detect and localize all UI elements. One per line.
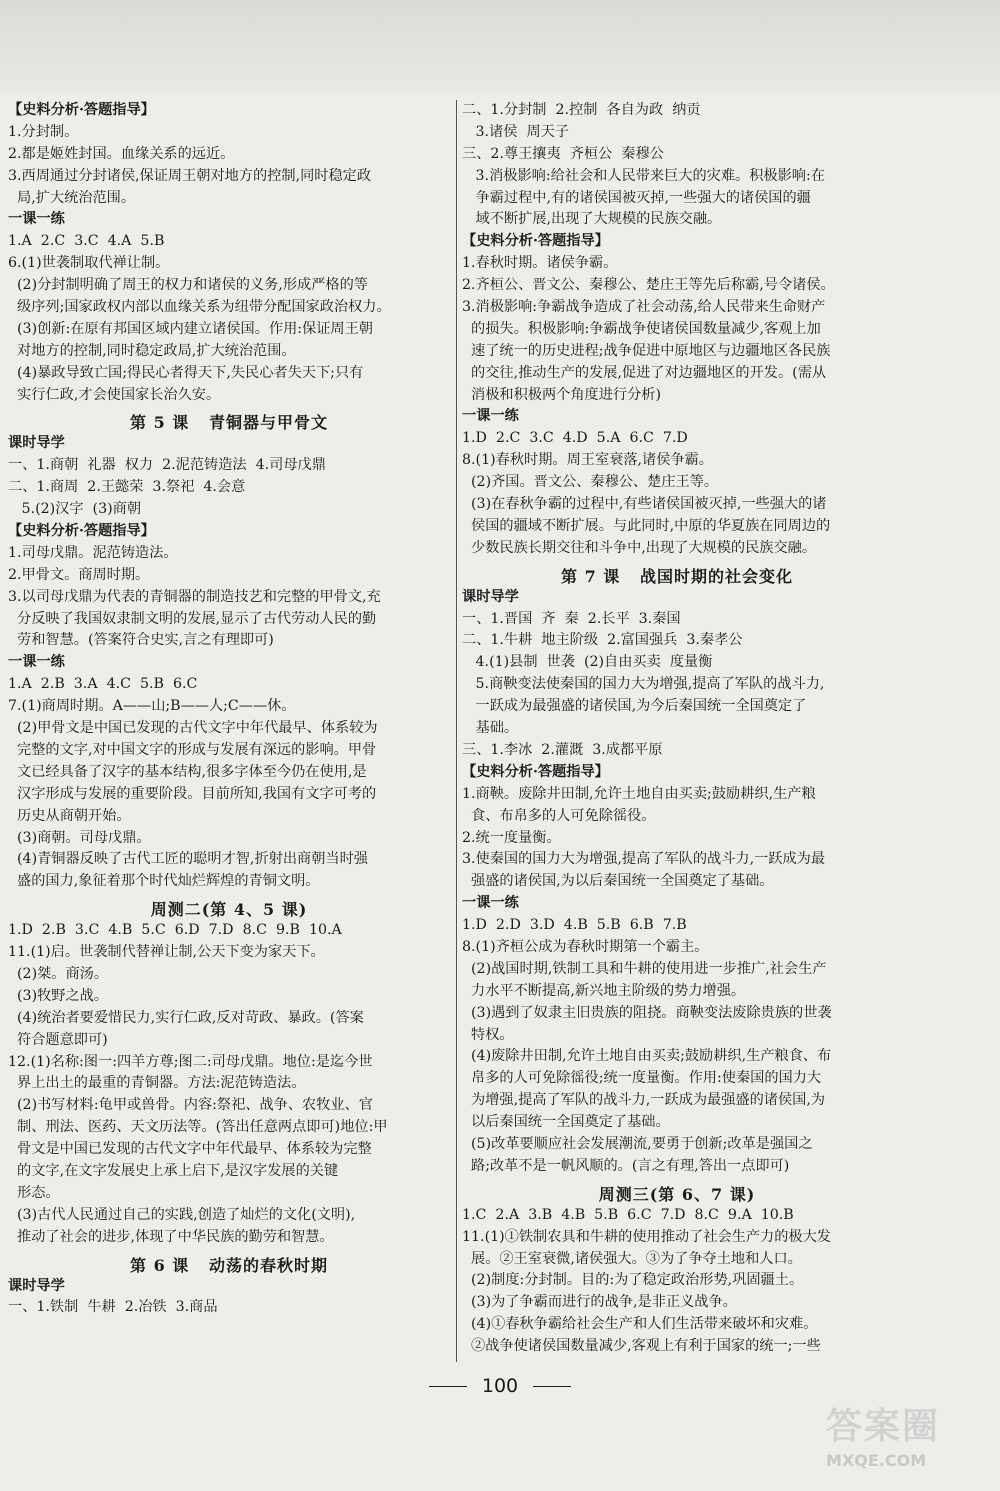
text-line: 消极和积极两个角度进行分析) xyxy=(462,386,661,403)
section-heading: 一课一练 xyxy=(462,408,519,425)
text-line: 制、刑法、医药、天文历法等。(答出任意两点即可)地位:甲 xyxy=(8,1119,388,1136)
text-line: 速了统一的历史进程;战争促进中原地区与边疆地区各民族 xyxy=(462,342,831,359)
text-line: 完整的文字,对中国文字的形成与发展有深远的影响。甲骨 xyxy=(8,741,377,758)
text-line: 分反映了我国奴隶制文明的发展,显示了古代劳动人民的勤 xyxy=(8,610,377,627)
text-line: (4)统治者要爱惜民力,实行仁政,反对苛政、暴政。(答案 xyxy=(8,1009,364,1026)
text-line: 3.以司母戊鼎为代表的青铜器的制造技艺和完整的甲骨文,充 xyxy=(8,588,381,605)
text-line: 少数民族长期交往和斗争中,出现了大规模的民族交融。 xyxy=(462,539,817,556)
text-line: 11.(1)①铁制农具和牛耕的使用推动了社会生产力的极大发 xyxy=(462,1228,831,1245)
text-line: 1.D 2.D 3.D 4.B 5.B 6.B 7.B xyxy=(462,917,687,934)
text-line: 3.诸侯 周天子 xyxy=(462,123,570,140)
text-line: 8.(1)齐桓公成为春秋时期第一个霸主。 xyxy=(462,938,709,955)
section-heading: 【史料分析·答题指导】 xyxy=(8,102,155,118)
text-line: (4)废除井田制,允许土地自由买卖;鼓励耕织,生产粮食、布 xyxy=(462,1048,832,1065)
text-line: (2)甲骨文是中国已发现的古代文字中年代最早、体系较为 xyxy=(8,720,378,737)
text-line: 二、1.分封制 2.控制 各自为政 纳贡 xyxy=(462,102,701,118)
text-line: 级序列;国家政权内部以血缘关系为纽带分配国家政治权力。 xyxy=(8,299,391,316)
section-heading: 课时导学 xyxy=(8,435,65,452)
text-line: 1.D 2.B 3.C 4.B 5.C 6.D 7.D 8.C 9.B 10.A xyxy=(8,922,342,939)
text-line: 形态。 xyxy=(8,1184,60,1201)
text-line: 2.齐桓公、晋文公、秦穆公、楚庄王等先后称霸,号令诸侯。 xyxy=(462,277,835,294)
text-line: 盛的国力,象征着那个时代灿烂辉煌的青铜文明。 xyxy=(8,873,320,890)
page-footer xyxy=(0,1375,1000,1397)
text-line: 推动了社会的进步,体现了中华民族的勤劳和智慧。 xyxy=(8,1228,334,1245)
text-line: 2.都是姬姓封国。血缘关系的远近。 xyxy=(8,145,235,162)
section-heading: 一课一练 xyxy=(8,654,65,671)
text-line: 2.统一度量衡。 xyxy=(462,829,561,846)
text-line: 1.A 2.C 3.C 4.A 5.B xyxy=(8,233,165,250)
text-line: (2)齐国。晋文公、秦穆公、楚庄王等。 xyxy=(462,474,719,491)
text-line: (2)书写材料:龟甲或兽骨。内容:祭祀、战争、农牧业、官 xyxy=(8,1097,373,1114)
text-line: 12.(1)名称:图一:四羊方尊;图二:司母戊鼎。地位:是迄今世 xyxy=(8,1053,373,1070)
text-line: (2)战国时期,铁制工具和牛耕的使用进一步推广,社会生产 xyxy=(462,960,827,977)
watermark-url: MXQE.COM xyxy=(826,1451,927,1470)
text-line: 展。②王室衰微,诸侯强大。③为了争夺土地和人口。 xyxy=(462,1250,802,1267)
text-line: (3)创新:在原有邦国区域内建立诸侯国。作用:保证周王朝 xyxy=(8,320,373,337)
text-line: 争霸过程中,有的诸侯国被灭掉,一些强大的诸侯国的疆 xyxy=(462,189,811,206)
watermark-logo xyxy=(826,1398,986,1486)
text-line: 文已经具备了汉字的基本结构,很多字体至今仍在使用,是 xyxy=(8,763,367,780)
text-line: 5.(2)汉字 (3)商朝 xyxy=(8,501,142,518)
text-line: (3)商朝。司母戊鼎。 xyxy=(8,829,151,846)
text-line: 局,扩大统治范围。 xyxy=(8,189,136,206)
text-line: (2)桀。商汤。 xyxy=(8,965,109,982)
text-line: 11.(1)启。世袭制代替禅让制,公天下变为家天下。 xyxy=(8,944,325,961)
section-heading: 一课一练 xyxy=(462,895,519,912)
lesson-title: 第 6 课 动荡的春秋时期 xyxy=(130,1255,328,1275)
text-line: 3.消极影响:给社会和人民带来巨大的灾难。积极影响:在 xyxy=(462,167,825,184)
text-line: (3)古代人民通过自己的实践,创造了灿烂的文化(文明), xyxy=(8,1206,356,1223)
text-line: 骨文是中国已发现的古代文字中年代最早、体系较为完整 xyxy=(8,1141,372,1158)
section-heading: 【史料分析·答题指导】 xyxy=(462,233,609,250)
lesson-title: 第 5 课 青铜器与甲骨文 xyxy=(130,413,328,433)
text-line: (4)暴政导致亡国;得民心者得天下,失民心者失天下;只有 xyxy=(8,364,364,381)
column-divider xyxy=(456,100,457,1362)
page-number: 100 xyxy=(481,1375,519,1397)
text-line: 劳和智慧。(答案符合史实,言之有理即可) xyxy=(8,632,274,649)
text-line: ②战争使诸侯国数量减少,客观上有利于国家的统一;一些 xyxy=(462,1338,821,1355)
text-line: (5)改革要顺应社会发展潮流,要勇于创新;改革是强国之 xyxy=(462,1135,813,1152)
text-line: 的文字,在文字发展史上承上启下,是汉字发展的关键 xyxy=(8,1162,339,1179)
section-heading: 【史料分析·答题指导】 xyxy=(8,523,155,540)
text-line: (3)在春秋争霸的过程中,有些诸侯国被灭掉,一些强大的诸 xyxy=(462,496,827,513)
text-line: 为增强,提高了军队的战斗力,一跃成为最强盛的诸侯国,为 xyxy=(462,1092,826,1109)
section-heading: 课时导学 xyxy=(462,588,519,605)
text-line: (4)青铜器反映了古代工匠的聪明才智,折射出商朝当时强 xyxy=(8,851,368,868)
section-heading: 【史料分析·答题指导】 xyxy=(462,763,609,780)
text-line: 强盛的诸侯国,为以后秦国统一全国奠定了基础。 xyxy=(462,873,774,890)
text-line: 界上出土的最重的青铜器。方法:泥范铸造法。 xyxy=(8,1075,306,1092)
text-line: 4.(1)县制 世袭 (2)自由买卖 度量衡 xyxy=(462,654,713,671)
text-line: (2)制度:分封制。目的:为了稳定政治形势,巩固疆土。 xyxy=(462,1272,804,1289)
text-line: 的交往,推动生产的发展,促进了对边疆地区的开发。(需从 xyxy=(462,364,827,381)
lesson-title: 周测三(第 6、7 课) xyxy=(598,1184,756,1204)
text-line: 7.(1)商周时期。A——山;B——人;C——休。 xyxy=(8,698,296,715)
text-line: 6.(1)世袭制取代禅让制。 xyxy=(8,255,170,272)
text-line: 1.D 2.C 3.C 4.D 5.A 6.C 7.D xyxy=(462,430,688,447)
text-line: 特权。 xyxy=(462,1026,514,1043)
text-line: 二、1.商周 2.王懿荣 3.祭祀 4.会意 xyxy=(8,479,246,496)
text-line: 8.(1)春秋时期。周王室衰落,诸侯争霸。 xyxy=(462,452,713,469)
text-line: 实行仁政,才会使国家长治久安。 xyxy=(8,386,221,403)
text-line: 三、2.尊王攘夷 齐桓公 秦穆公 xyxy=(462,145,664,162)
text-line: 1.商鞅。废除井田制,允许土地自由买卖;鼓励耕织,生产粮 xyxy=(462,785,816,802)
text-line: 3.西周通过分封诸侯,保证周王朝对地方的控制,同时稳定政 xyxy=(8,167,372,184)
right-column xyxy=(462,100,892,1358)
text-line: 一、1.晋国 齐 秦 2.长平 3.秦国 xyxy=(462,610,681,627)
text-line: 一跃成为最强盛的诸侯国,为今后秦国统一全国奠定了 xyxy=(462,698,807,715)
text-line: 1.分封制。 xyxy=(8,123,79,140)
text-line: 的损失。积极影响:争霸战争使诸侯国数量减少,客观上加 xyxy=(462,320,821,337)
text-line: (2)分封制明确了周王的权力和诸侯的义务,形成严格的等 xyxy=(8,277,368,294)
lesson-title: 第 7 课 战国时期的社会变化 xyxy=(561,566,793,586)
text-line: (3)为了争霸而进行的战争,是非正义战争。 xyxy=(462,1294,737,1311)
text-line: 1.司母戊鼎。泥范铸造法。 xyxy=(8,544,178,561)
text-line: 1.A 2.B 3.A 4.C 5.B 6.C xyxy=(8,676,198,693)
text-line: 以后秦国统一全国奠定了基础。 xyxy=(462,1114,670,1131)
text-line: 5.商鞅变法使秦国的国力大为增强,提高了军队的战斗力, xyxy=(462,676,825,693)
text-line: 食、布帛多的人可免除徭役。 xyxy=(462,807,656,824)
text-line: 1.春秋时期。诸侯争霸。 xyxy=(462,255,618,272)
section-heading: 一课一练 xyxy=(8,211,65,228)
text-line: 侯国的疆域不断扩展。与此同时,中原的华夏族在同周边的 xyxy=(462,517,831,534)
section-heading: 课时导学 xyxy=(8,1277,65,1294)
text-line: 1.C 2.A 3.B 4.B 5.B 6.C 7.D 8.C 9.A 10.B xyxy=(462,1206,794,1223)
watermark-brand: 答案圈 xyxy=(826,1406,941,1447)
text-line: 对地方的控制,同时稳定政局,扩大统治范围。 xyxy=(8,342,296,359)
text-line: 一、1.商朝 礼器 权力 2.泥范铸造法 4.司母戊鼎 xyxy=(8,457,326,474)
text-line: (4)①春秋争霸给社会生产和人们生活带来破坏和灾难。 xyxy=(462,1316,818,1333)
text-line: 符合题意即可) xyxy=(8,1031,108,1048)
text-line: 汉字形成与发展的重要阶段。目前所知,我国有文字可考的 xyxy=(8,785,377,802)
text-line: 3.使秦国的国力大为增强,提高了军队的战斗力,一跃成为最 xyxy=(462,851,826,868)
text-line: (3)遇到了奴隶主旧贵族的阻挠。商鞅变法废除贵族的世袭 xyxy=(462,1004,832,1021)
lesson-title: 周测二(第 4、5 课) xyxy=(150,900,308,920)
text-line: 帛多的人可免除徭役;统一度量衡。作用:使秦国的国力大 xyxy=(462,1070,822,1087)
text-line: 力水平不断提高,新兴地主阶级的势力增强。 xyxy=(462,982,746,999)
text-line: 一、1.铁制 牛耕 2.冶铁 3.商品 xyxy=(8,1299,218,1316)
scan-top-shadow xyxy=(0,0,1000,95)
text-line: (3)牧野之战。 xyxy=(8,987,109,1004)
text-line: 域不断扩展,出现了大规模的民族交融。 xyxy=(462,211,722,228)
footer-rule-right xyxy=(533,1386,571,1387)
text-line: 历史从商朝开始。 xyxy=(8,807,131,824)
text-line: 三、1.李冰 2.灌溉 3.成都平原 xyxy=(462,741,663,758)
text-line: 2.甲骨文。商周时期。 xyxy=(8,566,150,583)
text-line: 二、1.牛耕 地主阶级 2.富国强兵 3.秦孝公 xyxy=(462,632,743,649)
text-line: 路;改革不是一帆风顺的。(言之有理,答出一点即可) xyxy=(462,1157,790,1174)
text-line: 基础。 xyxy=(462,720,519,737)
footer-rule-left xyxy=(429,1386,467,1387)
text-line: 3.消极影响:争霸战争造成了社会动荡,给人民带来生命财产 xyxy=(462,299,826,316)
left-column xyxy=(8,100,450,1319)
